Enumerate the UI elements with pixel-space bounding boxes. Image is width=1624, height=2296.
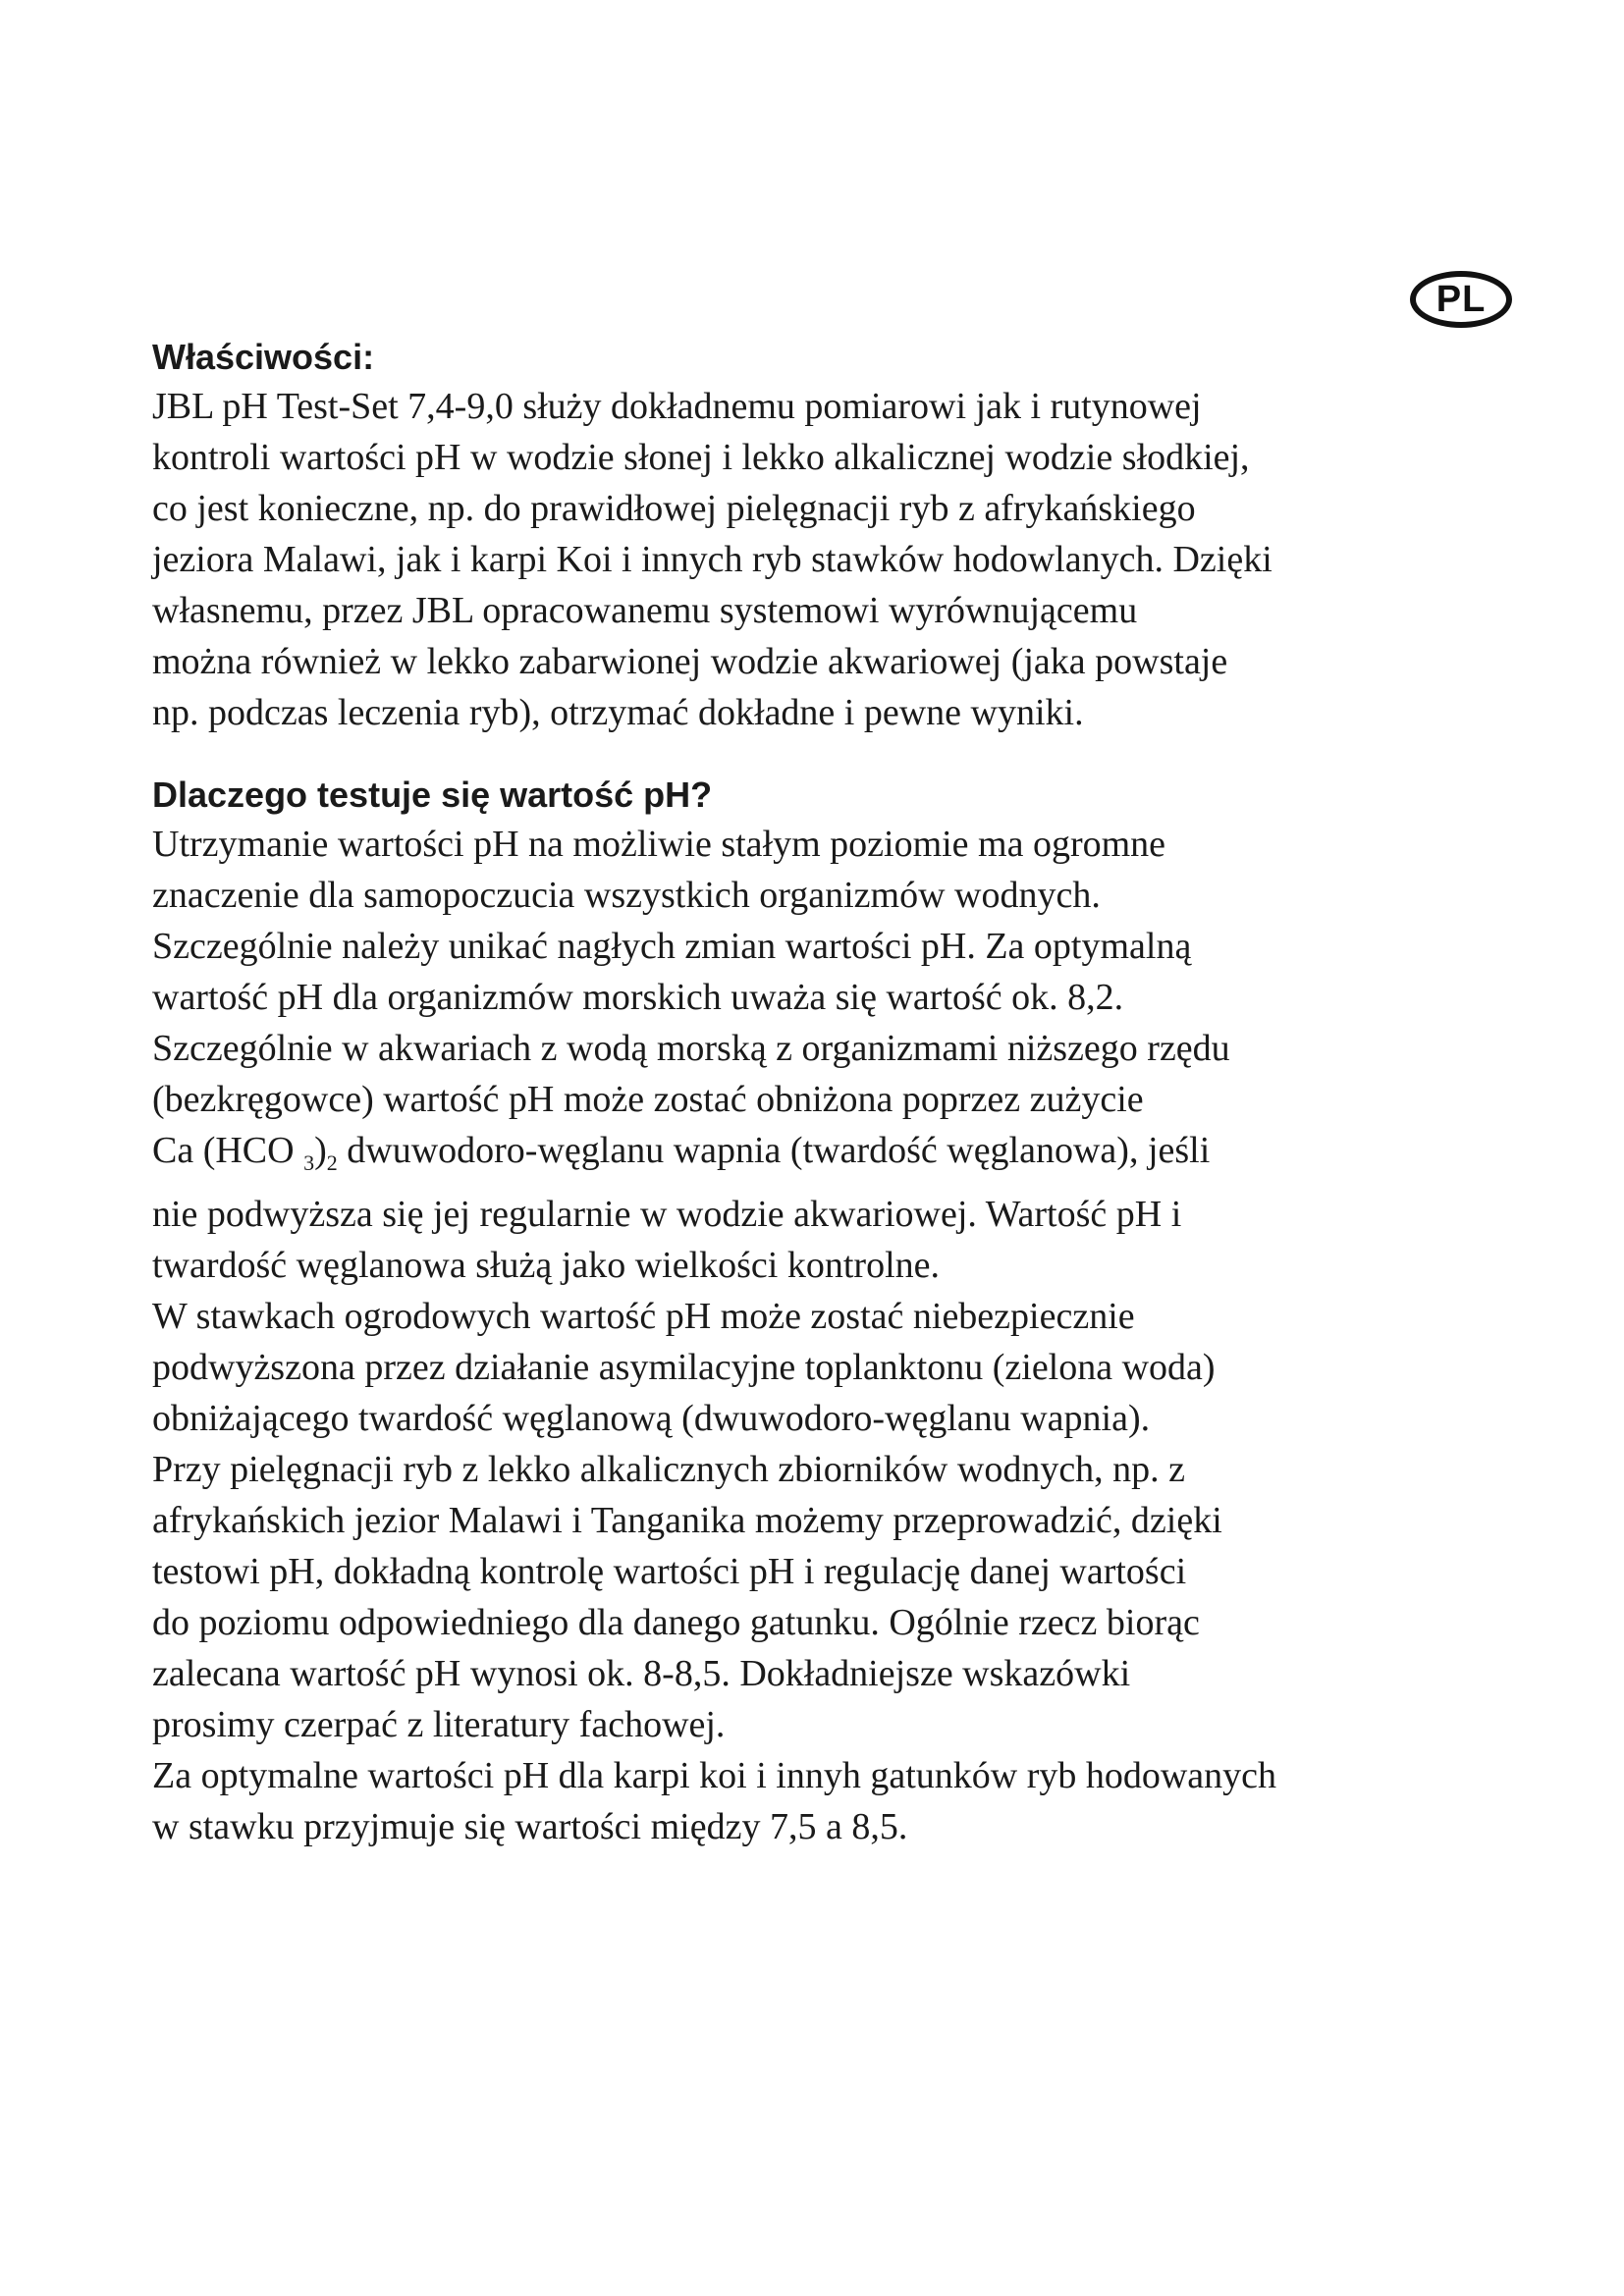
text-line: nie podwyższa się jej regularnie w wodzie akwariowej. Wartość pH i <box>152 1194 1182 1235</box>
formula-subscript-3: 3 <box>303 1150 315 1175</box>
text-line: Utrzymanie wartości pH na możliwie stałym poziomie ma ogromne <box>152 824 1166 865</box>
text-line: prosimy czerpać z literatury fachowej. <box>152 1704 726 1745</box>
text-line: kontroli wartości pH w wodzie słonej i lekko alkalicznej wodzie słodkiej, <box>152 437 1250 478</box>
text-line: własnemu, przez JBL opracowanemu systemowi wyrównującemu <box>152 590 1138 631</box>
formula-line <box>152 1125 1488 1189</box>
language-badge: PL <box>1410 271 1512 328</box>
text-line: Za optymalne wartości pH dla karpi koi i innyh gatunków ryb hodowanych <box>152 1755 1277 1796</box>
text-line: w stawku przyjmuje się wartości między 7,5 a 8,5. <box>152 1806 908 1847</box>
text-line: W stawkach ogrodowych wartość pH może zostać niebezpiecznie <box>152 1296 1135 1337</box>
text-line: podwyższona przez działanie asymilacyjne toplanktonu (zielona woda) <box>152 1347 1216 1388</box>
paragraph-properties <box>152 381 1488 738</box>
text-line: twardość węglanowa służą jako wielkości kontrolne. <box>152 1245 940 1286</box>
text-line: JBL pH Test-Set 7,4-9,0 służy dokładnemu pomiarowi jak i rutynowej <box>152 386 1202 427</box>
text-line: (bezkręgowce) wartość pH może zostać obniżona poprzez zużycie <box>152 1079 1144 1120</box>
text-line: zalecana wartość pH wynosi ok. 8-8,5. Dokładniejsze wskazówki <box>152 1653 1131 1694</box>
heading-properties: Właściwości: <box>152 337 375 377</box>
text-line: wartość pH dla organizmów morskich uważa się wartość ok. 8,2. <box>152 977 1124 1018</box>
text-line: afrykańskich jezior Malawi i Tanganika możemy przeprowadzić, dzięki <box>152 1500 1222 1541</box>
paragraph-why-test-ph <box>152 819 1488 1852</box>
text-line: obniżającego twardość węglanową (dwuwodoro-węglanu wapnia). <box>152 1398 1151 1439</box>
text-line: Szczególnie należy unikać nagłych zmian wartości pH. Za optymalną <box>152 926 1192 967</box>
document-body <box>152 334 1488 1852</box>
text-line: np. podczas leczenia ryb), otrzymać dokładne i pewne wyniki. <box>152 692 1084 733</box>
heading-why-test-ph: Dlaczego testuje się wartość pH? <box>152 774 713 815</box>
text-line: Przy pielęgnacji ryb z lekko alkalicznych zbiorników wodnych, np. z <box>152 1449 1186 1490</box>
formula-subscript-2: 2 <box>326 1150 338 1175</box>
formula-close-paren: ) <box>314 1130 327 1171</box>
formula-suffix: dwuwodoro-węglanu wapnia (twardość węglanowa), jeśli <box>337 1130 1211 1171</box>
text-line: jeziora Malawi, jak i karpi Koi i innych ryb stawków hodowlanych. Dzięki <box>152 539 1272 580</box>
text-line: do poziomu odpowiedniego dla danego gatunku. Ogólnie rzecz biorąc <box>152 1602 1200 1643</box>
text-line: Szczególnie w akwariach z wodą morską z organizmami niższego rzędu <box>152 1028 1230 1069</box>
formula-prefix: Ca (HCO <box>152 1130 304 1171</box>
text-line: można również w lekko zabarwionej wodzie akwariowej (jaka powstaje <box>152 641 1228 682</box>
text-line: co jest konieczne, np. do prawidłowej pielęgnacji ryb z afrykańskiego <box>152 488 1196 529</box>
text-line: znaczenie dla samopoczucia wszystkich organizmów wodnych. <box>152 875 1101 916</box>
text-line: testowi pH, dokładną kontrolę wartości pH i regulację danej wartości <box>152 1551 1187 1592</box>
